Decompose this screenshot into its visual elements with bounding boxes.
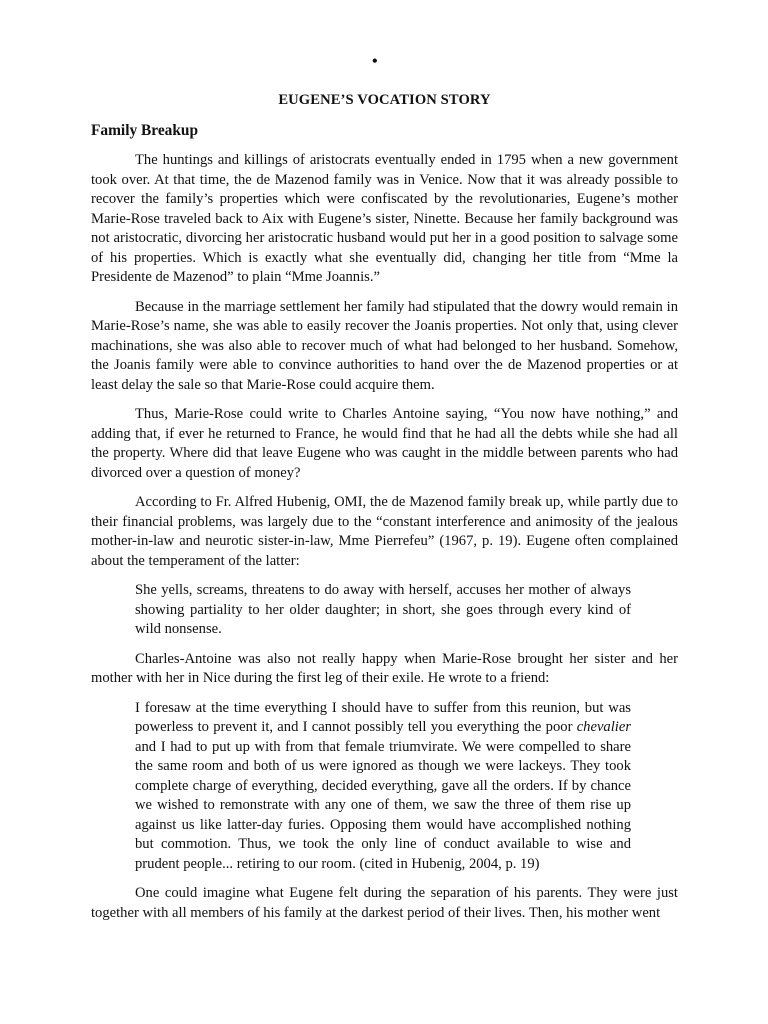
quote-2-line: but commotion. Thus, we took the only line of conduct available to wise and (135, 836, 631, 852)
quote-2-line: we wished to remonstrate with any one of them, we saw the three of them rise up (135, 797, 631, 813)
quote-2-line: against us like latter-day furies. Opposing them would have accomplished nothing (135, 816, 631, 833)
quote-2-line (135, 718, 631, 738)
paragraph-1: The huntings and killings of aristocrats eventually ended in 1795 when a new government took over. At that time, the de Mazenod family was in Venice. Now that it was already possible to recover the family’s properties which were confiscated by the revolutionaries, Eugene’s mother Marie-Rose traveled back to Aix with Eugene’s sister, Ninette. Because her family background was not aristocratic, divorcing her aristocratic husband would put her in a good position to salvage some of his properties. Which is exactly what she eventually did, changing her title from “Mme la Presidente de Mazenod” to plain “Mme Joannis.” (91, 152, 678, 285)
block-quote-2 (135, 699, 631, 875)
paragraph-2: Because in the marriage settlement her family had stipulated that the dowry would remain in Marie-Rose’s name, she was able to easily recover the Joanis properties. Not only that, using clever machinations, she was also able to recover much of what had belonged to her husband. Somehow, the Joanis family were able to convince authorities to hand over the de Mazenod properties or at least delay the sale so that Marie-Rose could acquire them. (91, 298, 678, 393)
document-body (91, 151, 678, 933)
quote-2-line: prudent people... retiring to our room. (cited in Hubenig, 2004, p. 19) (135, 855, 540, 872)
block-quote-1 (135, 581, 631, 640)
paragraph-3: Thus, Marie-Rose could write to Charles Antoine saying, “You now have nothing,” and adding that, if ever he returned to France, he would find that he had all the debts while she had all the property. Where did that leave Eugene who was caught in the middle between parents who had divorced over a question of money? (91, 406, 678, 481)
quote-1-line: showing partiality to her older daughter; in short, she goes through every kind of (135, 601, 631, 618)
quote-2-line: I foresaw at the time everything I should have to suffer from this reunion, but was (135, 699, 631, 716)
quote-2-line: the same room and both of us were ignored as though we were lackeys. They took (135, 758, 631, 774)
paragraph-5: Charles-Antoine was also not really happy when Marie-Rose brought her sister and her mother with her in Nice during the first leg of their exile. He wrote to a friend: (91, 650, 678, 686)
quote-2-line: and I had to put up with from that female triumvirate. We were compelled to share (135, 738, 631, 755)
quote-2-text: powerless to prevent it, and I cannot possibly tell you everything the poor (135, 719, 577, 735)
quote-2-line: complete charge of everything, decided everything, gave all the orders. If by chance (135, 777, 631, 794)
quote-2-italic-term: chevalier (576, 719, 631, 735)
section-heading: Family Breakup (91, 122, 199, 139)
bullet-marker: • (372, 53, 378, 70)
paragraph-4: According to Fr. Alfred Hubenig, OMI, the de Mazenod family break up, while partly due to their financial problems, was largely due to the “constant interference and animosity of the jealous mother-in-law and neurotic sister-in-law, Mme Pierrefeu” (1967, p. 19). Eugene often complained about the temperament of the latter: (91, 494, 678, 569)
quote-1-line: She yells, screams, threatens to do away with herself, accuses her mother of always (135, 582, 631, 598)
quote-1-line: wild nonsense. (135, 621, 222, 637)
document-title: EUGENE’S VOCATION STORY (278, 92, 491, 108)
paragraph-6: One could imagine what Eugene felt during the separation of his parents. They were just together with all members of his family at the darkest period of their lives. Then, his mother went (91, 885, 678, 921)
